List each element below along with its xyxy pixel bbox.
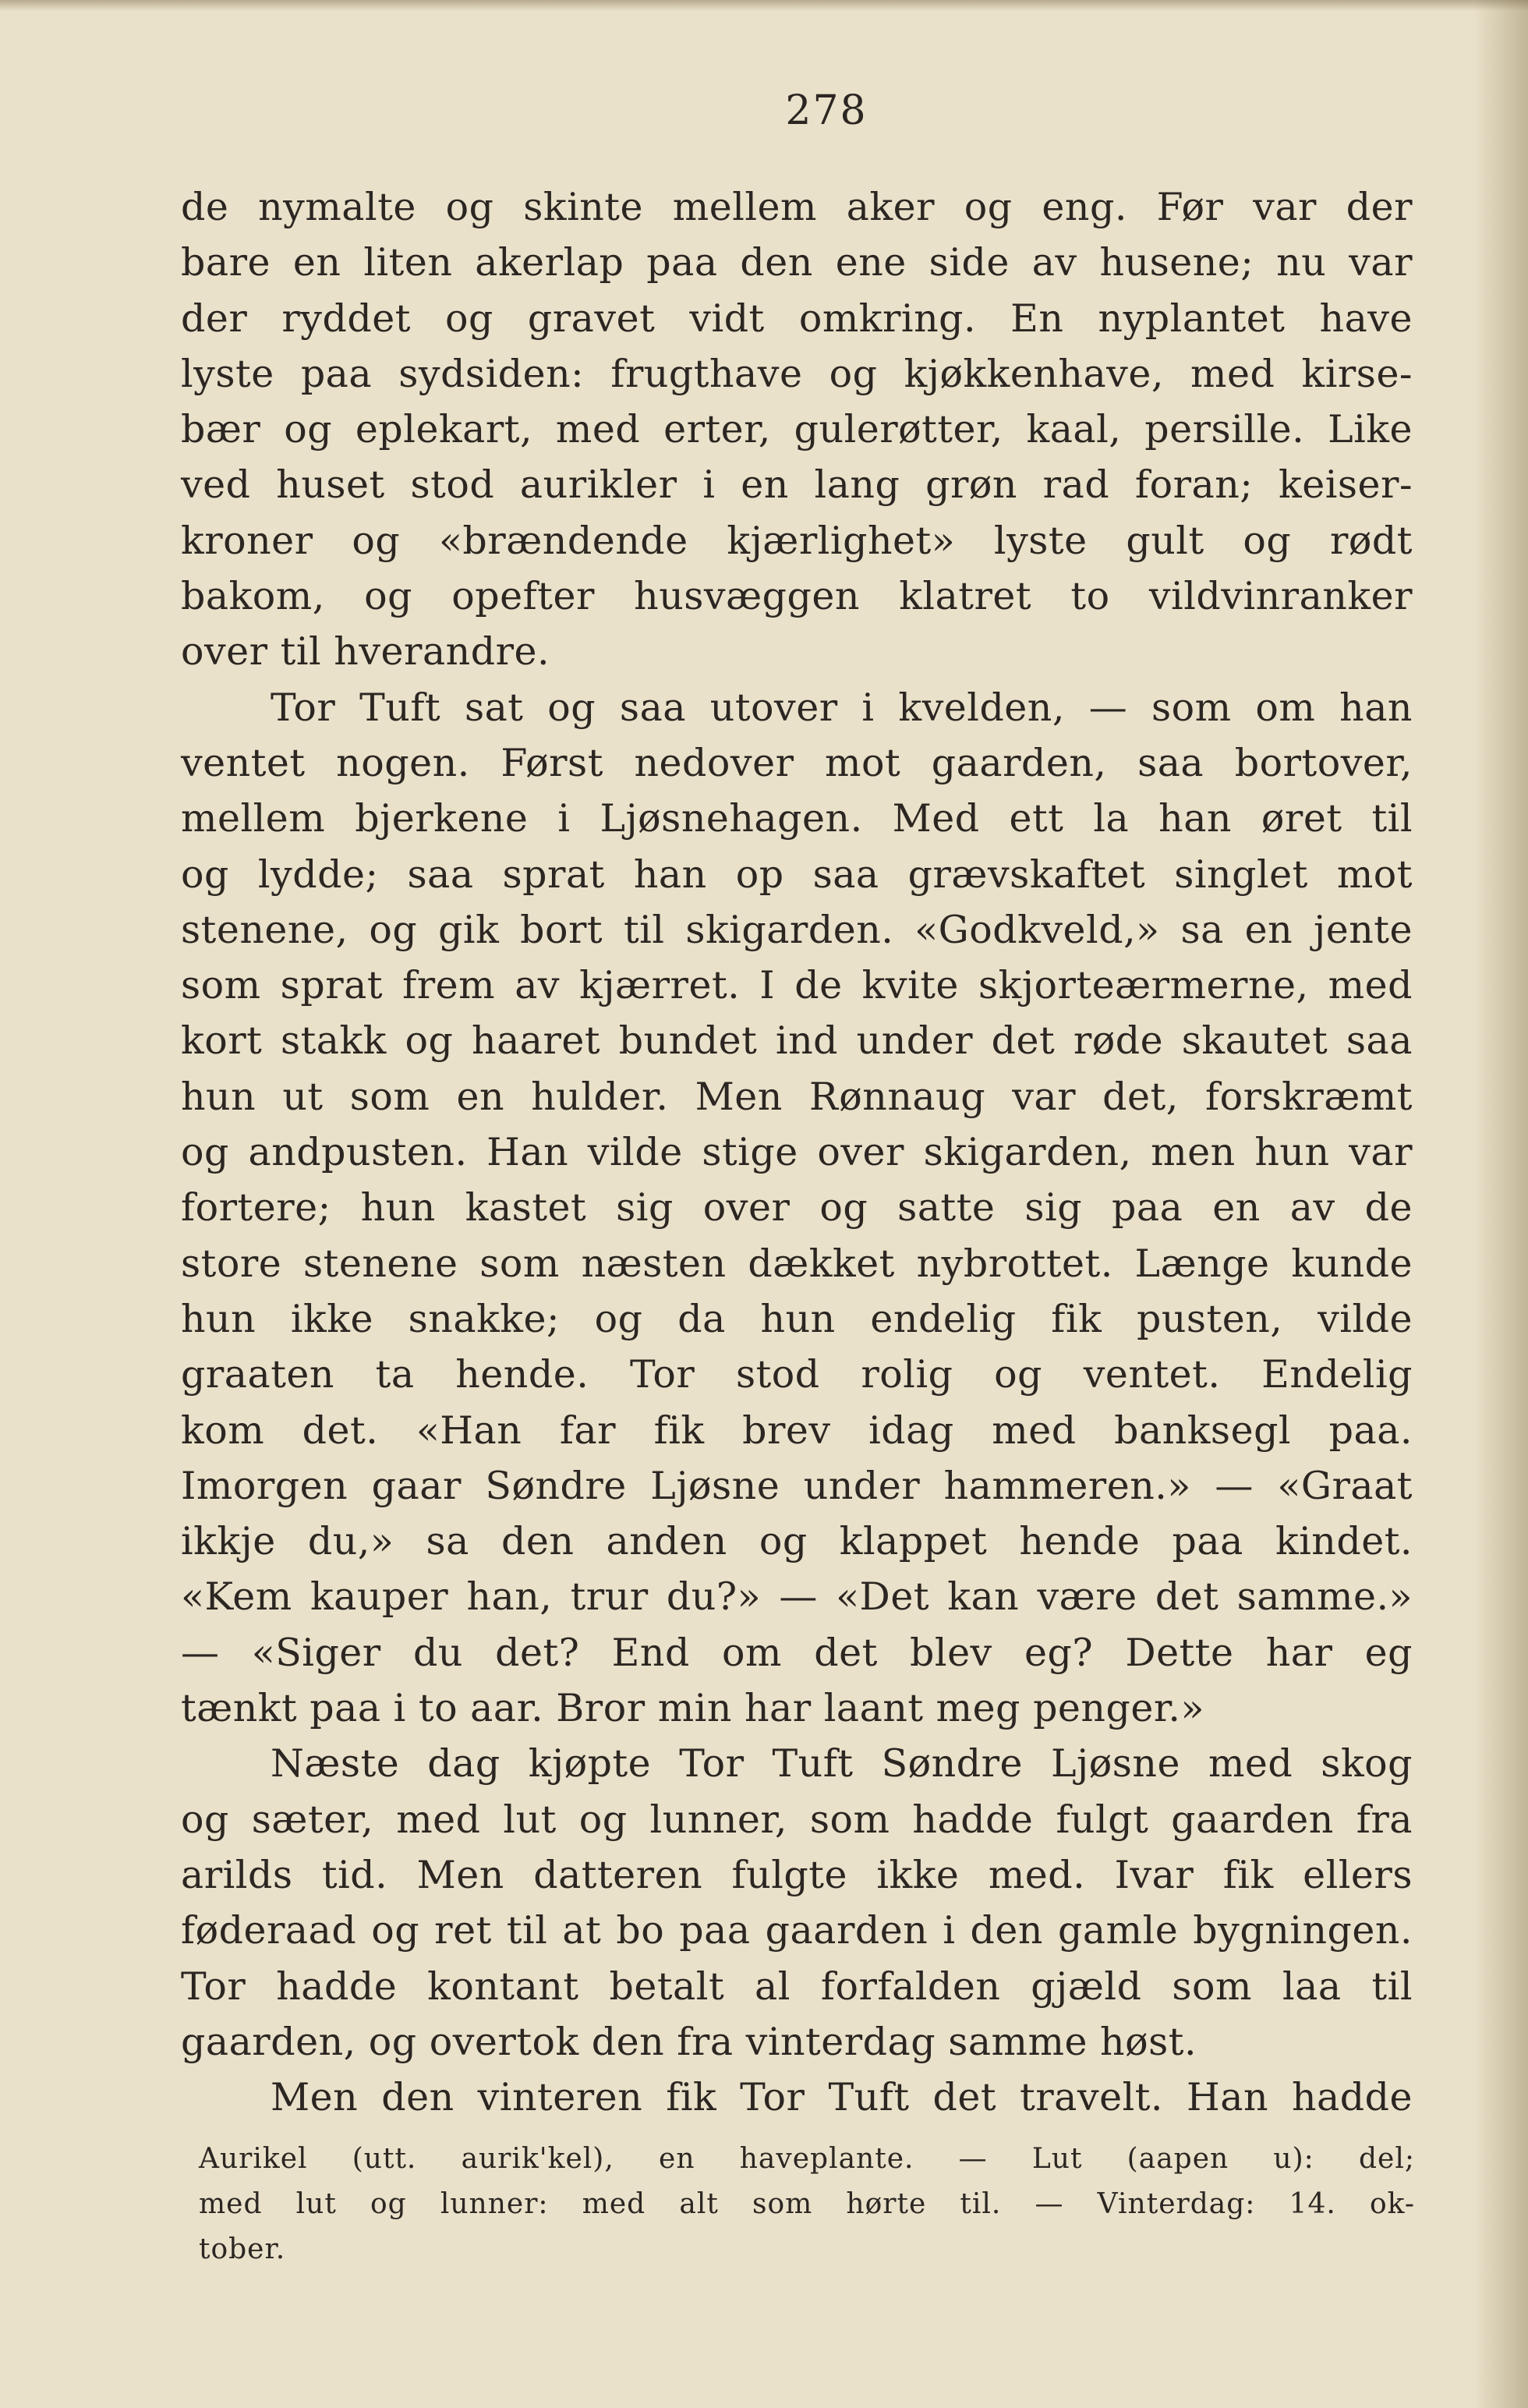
- text-line: «Kem kauper han, trur du?» — «Det kan være det samme.»: [181, 1574, 1413, 1620]
- page-edge-shadow-top: [0, 0, 1528, 11]
- text-line: over til hverandre.: [181, 629, 550, 675]
- paragraph-1: [181, 179, 1413, 680]
- text-line: store stenene som næsten dækket nybrottet. Længe kunde: [181, 1241, 1413, 1286]
- text-line: hun ut som en hulder. Men Rønnaug var det, forskræmt: [181, 1074, 1413, 1119]
- text-line: fortere; hun kastet sig over og satte sig paa en av de: [181, 1185, 1413, 1231]
- text-line: føderaad og ret til at bo paa gaarden i den gamle bygningen.: [181, 1908, 1413, 1953]
- page-number: 278: [785, 87, 868, 134]
- body-text: [181, 179, 1413, 2125]
- text-line: Tor Tuft sat og saa utover i kvelden, — som om han: [271, 685, 1413, 730]
- text-line: ikkje du,» sa den anden og klappet hende paa kindet.: [181, 1519, 1413, 1564]
- text-line: — «Siger du det? End om det blev eg? Dette har eg: [181, 1630, 1413, 1675]
- text-line: kom det. «Han far fik brev idag med banksegl paa.: [181, 1408, 1413, 1453]
- text-line: Tor hadde kontant betalt al forfalden gjæld som laa til: [181, 1964, 1413, 2009]
- footnote-line: tober.: [199, 2233, 286, 2265]
- text-line: ved huset stod aurikler i en lang grøn rad foran; keiser-: [181, 462, 1413, 508]
- text-line: graaten ta hende. Tor stod rolig og ventet. Endelig: [181, 1352, 1413, 1397]
- text-line: bare en liten akerlap paa den ene side av husene; nu var: [181, 240, 1413, 285]
- text-line: ventet nogen. Først nedover mot gaarden, saa bortover,: [181, 740, 1413, 785]
- text-line: der ryddet og gravet vidt omkring. En nyplantet have: [181, 296, 1413, 341]
- text-line: bær og eplekart, med erter, gulerøtter, kaal, persille. Like: [181, 407, 1413, 452]
- text-line: Imorgen gaar Søndre Ljøsne under hammeren.» — «Graat: [181, 1463, 1413, 1508]
- text-line: stenene, og gik bort til skigarden. «Godkveld,» sa en jente: [181, 907, 1413, 952]
- text-line: mellem bjerkene i Ljøsnehagen. Med ett la han øret til: [181, 796, 1413, 841]
- footnote-line: med lut og lunner: med alt som hørte til. — Vinterdag: 14. ok-: [199, 2188, 1415, 2220]
- text-line: kroner og «brændende kjærlighet» lyste gult og rødt: [181, 518, 1413, 563]
- text-line: som sprat frem av kjærret. I de kvite skjorteærmerne, med: [181, 963, 1413, 1008]
- text-line: og lydde; saa sprat han op saa grævskaftet singlet mot: [181, 852, 1413, 897]
- text-line: de nymalte og skinte mellem aker og eng. Før var der: [181, 185, 1413, 229]
- text-line: gaarden, og overtok den fra vinterdag samme høst.: [181, 2019, 1197, 2064]
- footnotes: [199, 2137, 1415, 2272]
- text-line: Men den vinteren fik Tor Tuft det travelt. Han hadde: [271, 2075, 1413, 2120]
- footnote-line: Aurikel (utt. aurik'kel), en haveplante. — Lut (aapen u): del;: [199, 2143, 1415, 2175]
- text-line: lyste paa sydsiden: frugthave og kjøkkenhave, med kirse-: [181, 351, 1413, 396]
- paragraph-3: [181, 1736, 1413, 2070]
- paragraph-4: [181, 2070, 1413, 2125]
- text-line: arilds tid. Men datteren fulgte ikke med. Ivar fik ellers: [181, 1852, 1413, 1897]
- paragraph-2: [181, 680, 1413, 1737]
- page-edge-shadow-right: [1473, 0, 1528, 2408]
- text-line: tænkt paa i to aar. Bror min har laant meg penger.»: [181, 1686, 1204, 1731]
- text-line: bakom, og opefter husvæggen klatret to vildvinranker: [181, 574, 1413, 619]
- text-line: kort stakk og haaret bundet ind under det røde skautet saa: [181, 1018, 1413, 1064]
- text-line: Næste dag kjøpte Tor Tuft Søndre Ljøsne med skog: [271, 1741, 1413, 1787]
- text-line: hun ikke snakke; og da hun endelig fik pusten, vilde: [181, 1296, 1413, 1341]
- text-line: og sæter, med lut og lunner, som hadde fulgt gaarden fra: [181, 1797, 1413, 1842]
- text-line: og andpusten. Han vilde stige over skigarden, men hun var: [181, 1130, 1413, 1175]
